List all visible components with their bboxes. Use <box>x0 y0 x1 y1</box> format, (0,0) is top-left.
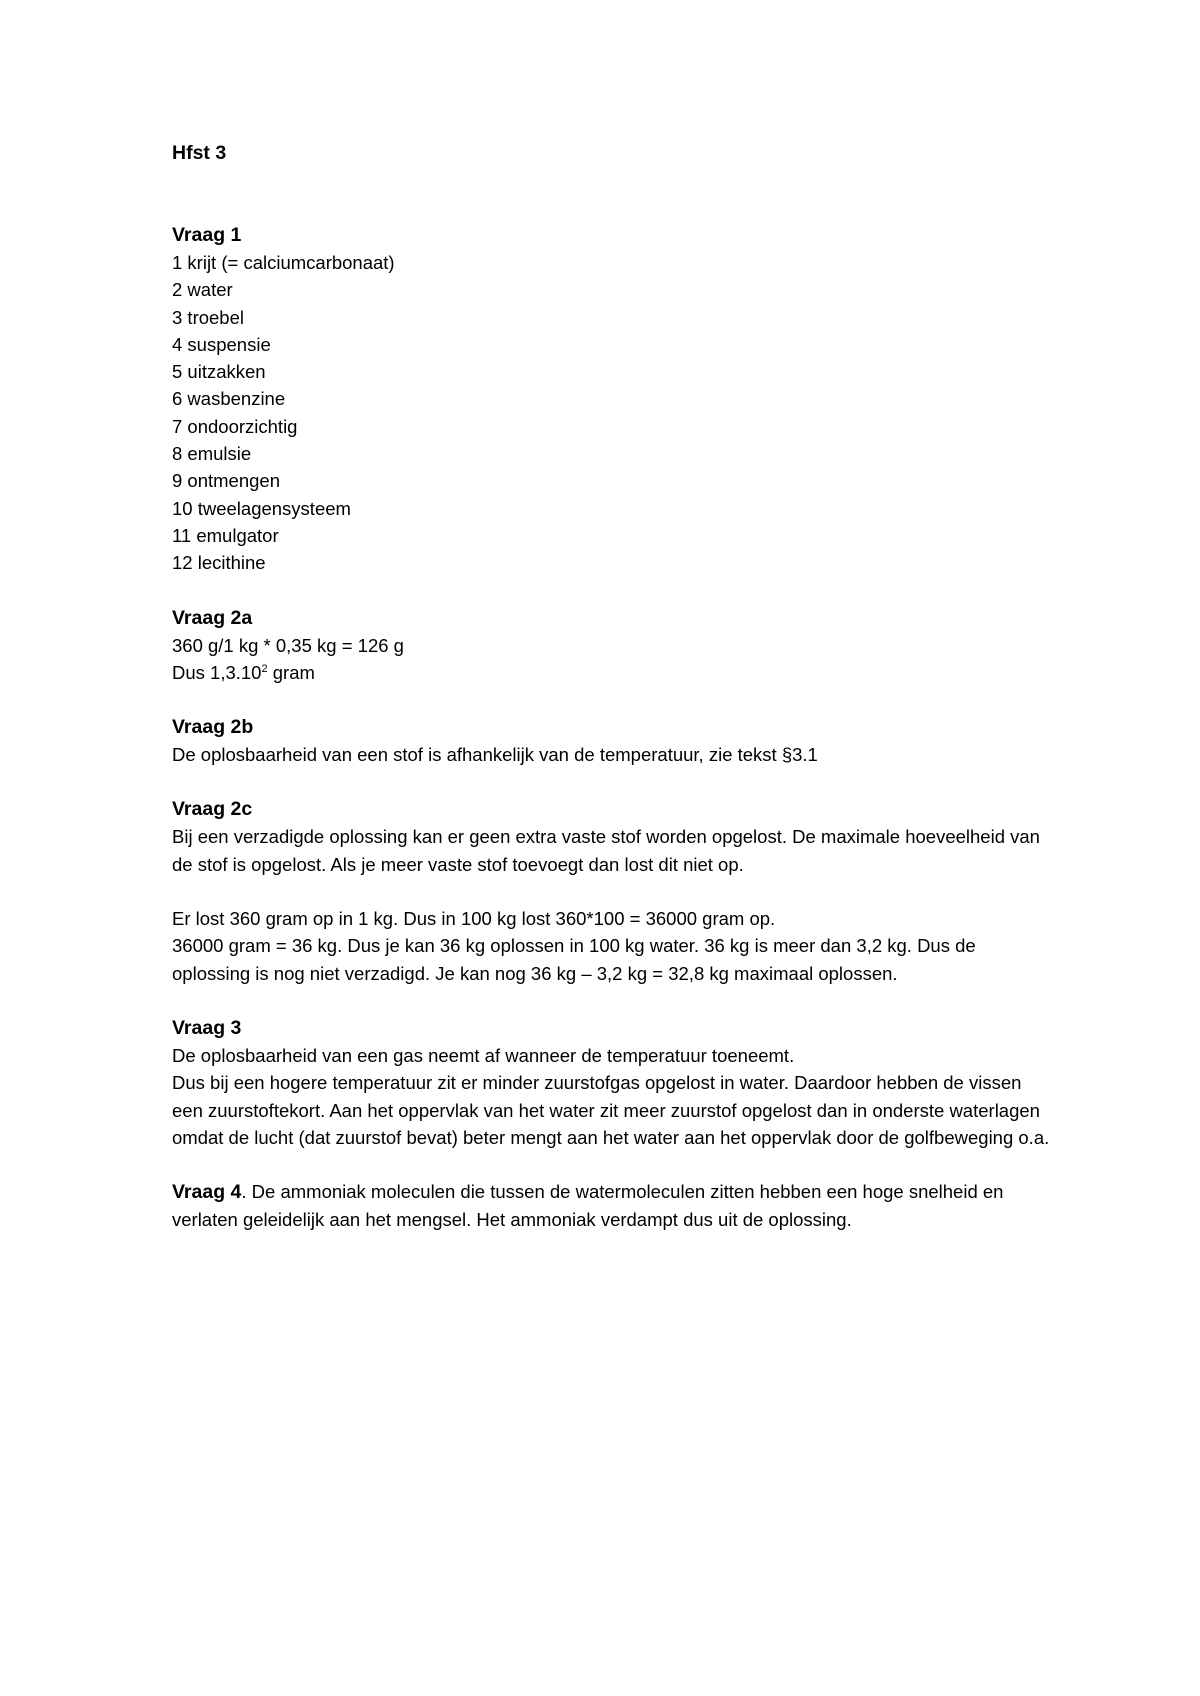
heading-vraag-1: Vraag 1 <box>172 224 242 246</box>
answer-text: De oplosbaarheid van een stof is afhankelijk van de temperatuur, zie tekst §3.1 <box>172 744 818 766</box>
section-vraag-1 <box>172 221 1052 577</box>
heading-vraag-4: Vraag 4 <box>172 1181 242 1204</box>
section-vraag-4 <box>172 1178 1052 1234</box>
list-item: 6 wasbenzine <box>172 388 286 410</box>
result-suffix: gram <box>267 661 315 683</box>
list-item: 9 ontmengen <box>172 470 281 492</box>
section-vraag-3 <box>172 1014 1052 1151</box>
document-page <box>172 140 1052 1261</box>
answer-paragraph <box>172 1042 1052 1151</box>
answer-line: De oplosbaarheid van een gas neemt af wanneer de temperatuur toeneemt. <box>172 1044 795 1066</box>
list-item: 4 suspensie <box>172 333 271 355</box>
answer-line: 36000 gram = 36 kg. Dus je kan 36 kg oplossen in 100 kg water. 36 kg is meer dan 3,2 kg. Dus de oplossing is nog niet verzadigd. Je kan nog 36 kg – 3,2 kg = 32,8 kg maximaal oplossen. <box>172 935 976 984</box>
list-item: 12 lecithine <box>172 552 266 574</box>
heading-vraag-2a: Vraag 2a <box>172 606 253 629</box>
list-item: 7 ondoorzichtig <box>172 415 298 437</box>
list-item: 10 tweelagensysteem <box>172 497 351 519</box>
list-item: 3 troebel <box>172 306 244 328</box>
answer-paragraph <box>172 905 1052 987</box>
list-item: 2 water <box>172 279 233 301</box>
answer-line: Er lost 360 gram op in 1 kg. Dus in 100 kg lost 360*100 = 36000 gram op. <box>172 908 776 930</box>
result-line <box>172 659 1052 686</box>
section-vraag-2b <box>172 713 1052 768</box>
answer-line: Dus bij een hogere temperatuur zit er minder zuurstofgas opgelost in water. Daardoor hebben de vissen een zuurstoftekort. Aan het oppervlak van het water zit meer zuurstof opgelost dan in onderste waterlagen omdat de lucht (dat zuurstof bevat) beter mengt aan het water aan het oppervlak door de golfbeweging o.a. <box>172 1072 1050 1148</box>
answer-paragraph <box>172 1178 1052 1234</box>
result-prefix: Dus 1,3.10 <box>172 661 262 683</box>
answer-text: . De ammoniak moleculen die tussen de watermoleculen zitten hebben een hoge snelheid en verlaten geleidelijk aan het mengsel. Het ammoniak verdampt dus uit de oplossing. <box>172 1181 1004 1231</box>
list-item: 11 emulgator <box>172 524 279 546</box>
heading-vraag-2c: Vraag 2c <box>172 798 253 821</box>
calculation-line: 360 g/1 kg * 0,35 kg = 126 g <box>172 634 404 656</box>
section-vraag-2c <box>172 795 1052 986</box>
list-item: 8 emulsie <box>172 443 252 465</box>
list-item: 5 uitzakken <box>172 361 266 383</box>
result-exponent: 2 <box>261 662 268 675</box>
section-vraag-2a <box>172 604 1052 687</box>
heading-vraag-2b: Vraag 2b <box>172 716 254 739</box>
heading-vraag-3: Vraag 3 <box>172 1016 242 1039</box>
list-item: 1 krijt (= calciumcarbonaat) <box>172 252 395 273</box>
chapter-title: Hfst 3 <box>172 142 227 164</box>
answer-paragraph: Bij een verzadigde oplossing kan er geen extra vaste stof worden opgelost. De maximale hoeveelheid van de stof is opgelost. Als je meer vaste stof toevoegt dan lost dit niet op. <box>172 826 1040 875</box>
